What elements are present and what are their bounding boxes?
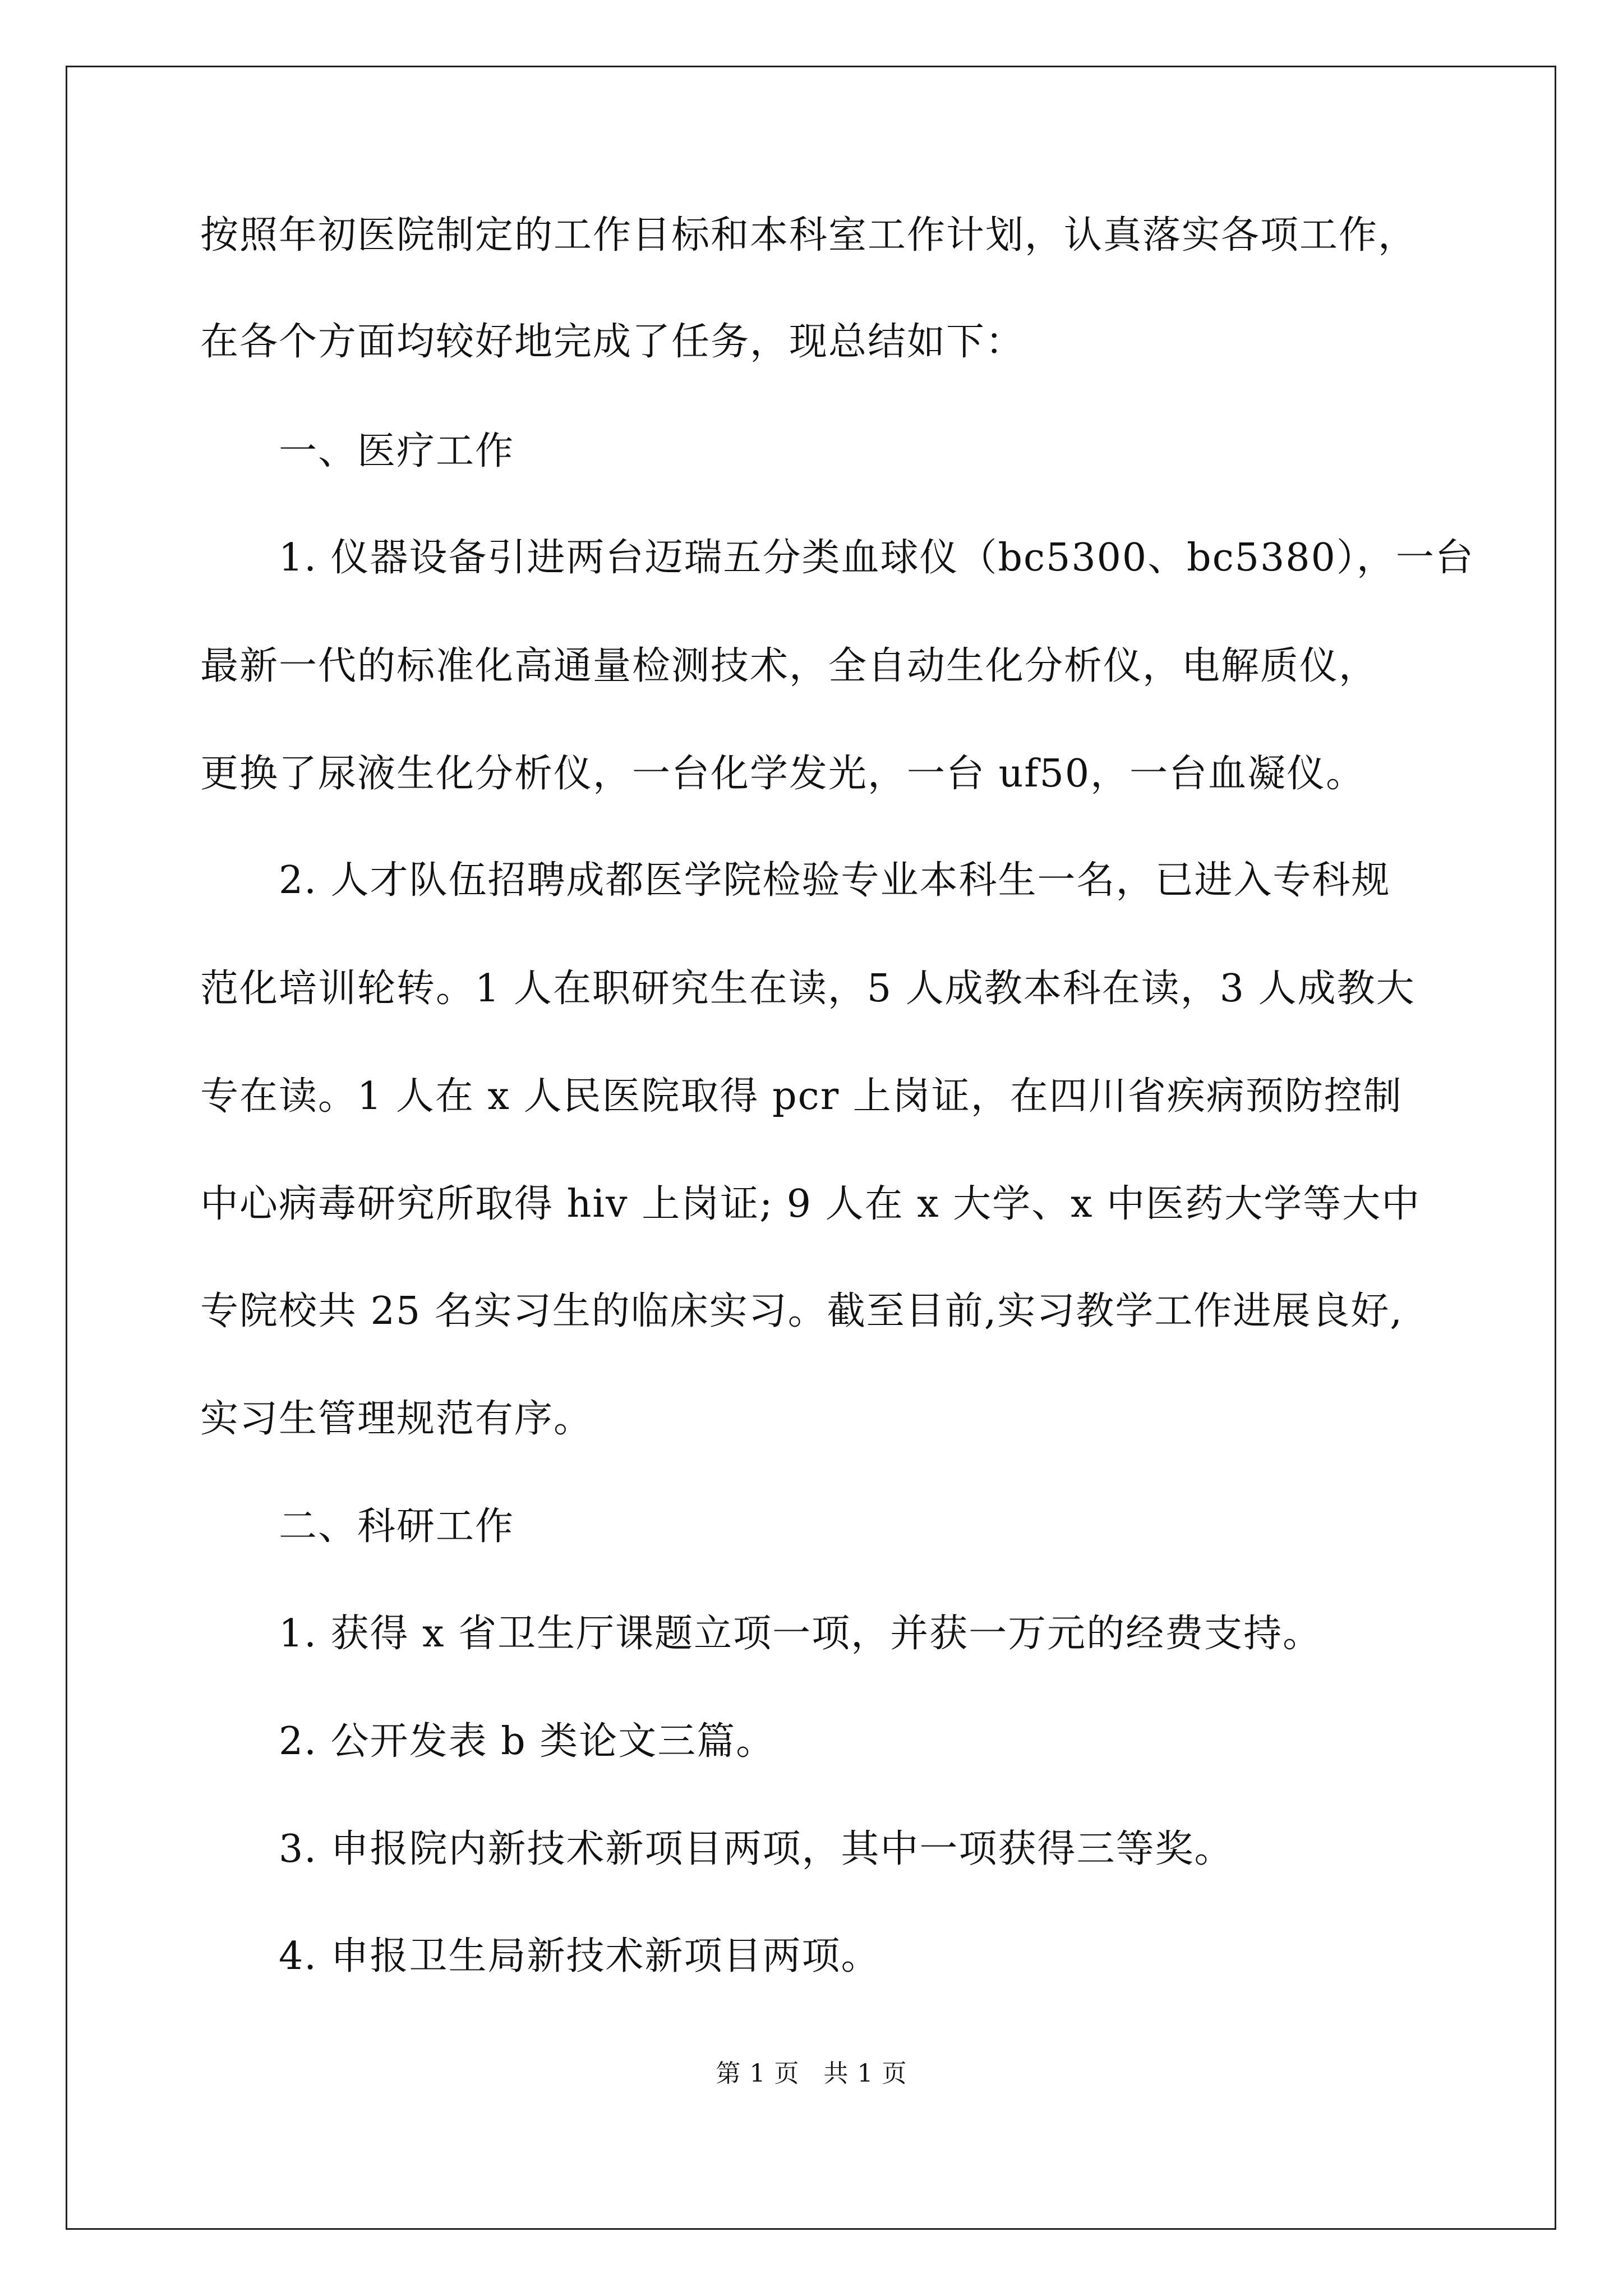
paragraph-line: 实习生管理规范有序。 xyxy=(200,1397,593,1441)
page-footer xyxy=(0,2053,1623,2089)
paragraph-line: 2. 人才队伍招聘成都医学院检验专业本科生一名，已进入专科规 xyxy=(279,858,1391,903)
paragraph-line: 范化培训轮转。1 人在职研究生在读，5 人成教本科在读，3 人成教大 xyxy=(200,967,1415,1011)
page-total: 共 1 页 xyxy=(823,2059,907,2088)
paragraph-line: 按照年初医院制定的工作目标和本科室工作计划，认真落实各项工作， xyxy=(200,213,1418,257)
paragraph-line: 最新一代的标准化高通量检测技术，全自动生化分析仪，电解质仪， xyxy=(200,644,1378,688)
page-number: 第 1 页 xyxy=(716,2059,800,2088)
section-heading: 一、医疗工作 xyxy=(279,429,515,473)
paragraph-line: 4. 申报卫生局新技术新项目两项。 xyxy=(279,1934,880,1978)
paragraph-line: 2. 公开发表 b 类论文三篇。 xyxy=(279,1719,776,1764)
paragraph-line: 1. 仪器设备引进两台迈瑞五分类血球仪（bc5300、bc5380），一台 xyxy=(279,536,1474,580)
paragraph-line: 专在读。1 人在 x 人民医院取得 pcr 上岗证，在四川省疾病预防控制 xyxy=(200,1074,1403,1119)
paragraph-line: 更换了尿液生化分析仪，一台化学发光，一台 uf50，一台血凝仪。 xyxy=(200,752,1366,796)
section-heading: 二、科研工作 xyxy=(279,1504,515,1549)
page-border xyxy=(66,66,1556,2230)
paragraph-line: 3. 申报院内新技术新项目两项，其中一项获得三等奖。 xyxy=(279,1827,1234,1871)
paragraph-line: 专院校共 25 名实习生的临床实习。截至目前,实习教学工作进展良好, xyxy=(200,1289,1403,1333)
paragraph-line: 在各个方面均较好地完成了任务，现总结如下： xyxy=(200,320,1025,364)
paragraph-line: 1. 获得 x 省卫生厅课题立项一项，并获一万元的经费支持。 xyxy=(279,1612,1322,1656)
paragraph-line: 中心病毒研究所取得 hiv 上岗证; 9 人在 x 大学、x 中医药大学等大中 xyxy=(200,1182,1421,1226)
